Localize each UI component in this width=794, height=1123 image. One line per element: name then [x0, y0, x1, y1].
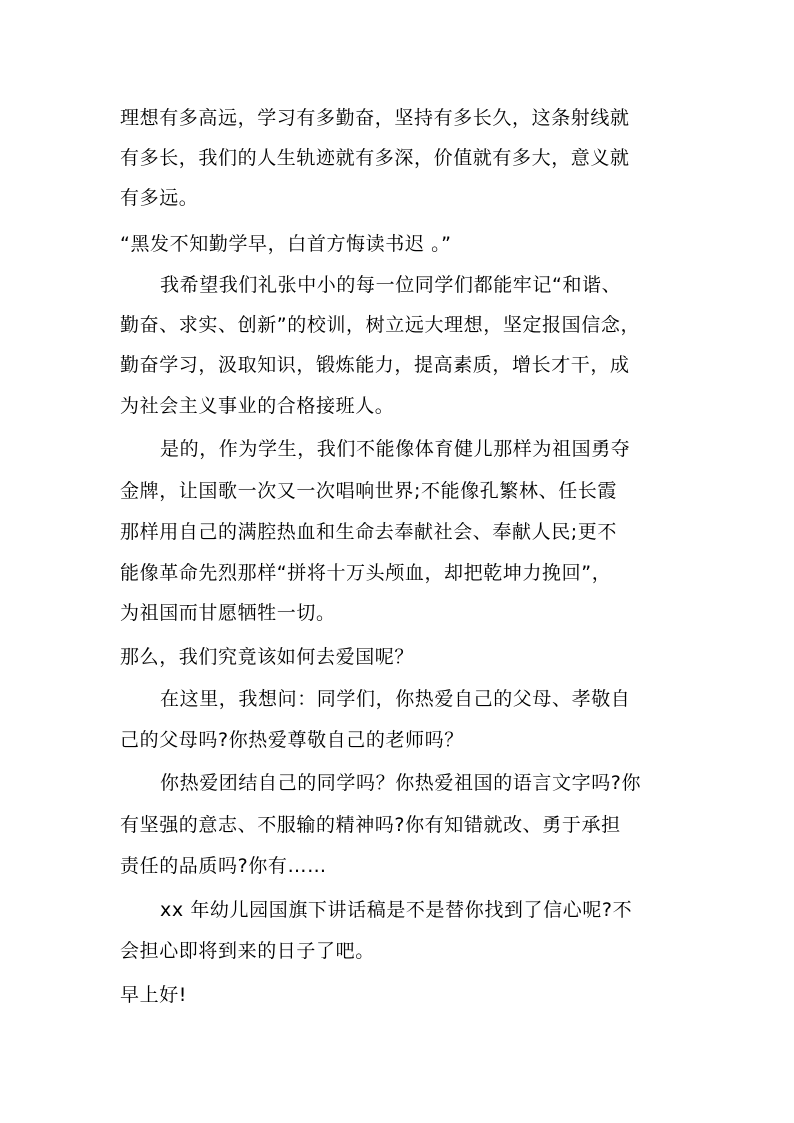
paragraph-start-line: 你热爱团结自己的同学吗？你热爱祖国的语言文字吗?你: [160, 772, 642, 794]
question-line: 那么，我们究竟该如何去爱国呢？: [120, 646, 415, 668]
body-text-line: 理想有多高远，学习有多勤奋，坚持有多长久，这条射线就: [120, 107, 630, 129]
body-text-line: 有多长，我们的人生轨迹就有多深，价值就有多大，意义就: [120, 147, 630, 169]
body-text-line: 勤奋学习，汲取知识，锻炼能力，提高素质，增长才干，成: [120, 354, 630, 376]
paragraph-start-line: 在这里，我想问：同学们，你热爱自己的父母、孝敬自: [160, 688, 631, 710]
paragraph-start-line: 是的，作为学生，我们不能像体育健儿那样为祖国勇夺: [160, 438, 631, 460]
body-text-line: 勤奋、求实、创新”的校训，树立远大理想，坚定报国信念，: [120, 314, 641, 336]
body-text-line: 有坚强的意志、不服输的精神吗?你有知错就改、勇于承担: [120, 814, 621, 836]
body-text-line: 为社会主义事业的合格接班人。: [120, 395, 395, 417]
body-text-line: 那样用自己的满腔热血和生命去奉献社会、奉献人民;更不: [120, 521, 618, 543]
greeting-line: 早上好!: [120, 984, 188, 1006]
body-text-line: 能像革命先烈那样“拼将十万头颅血，却把乾坤力挽回”，: [120, 562, 612, 584]
body-text-line: 己的父母吗?你热爱尊敬自己的老师吗？: [120, 729, 464, 751]
quote-line: “黑发不知勤学早，白首方悔读书迟 。”: [120, 233, 452, 255]
paragraph-start-line: xx 年幼儿园国旗下讲话稿是不是替你找到了信心呢?不: [160, 899, 633, 921]
body-text-line: 会担心即将到来的日子了吧。: [120, 940, 375, 962]
paragraph-start-line: 我希望我们礼张中小的每一位同学们都能牢记“和谐、: [160, 274, 622, 296]
body-text-line: 有多远。: [120, 187, 199, 209]
body-text-line: 为祖国而甘愿牺牲一切。: [120, 602, 336, 624]
body-text-line: 金牌，让国歌一次又一次唱响世界;不能像孔繁林、任长霞: [120, 480, 618, 502]
body-text-line: 责任的品质吗?你有……: [120, 855, 327, 877]
